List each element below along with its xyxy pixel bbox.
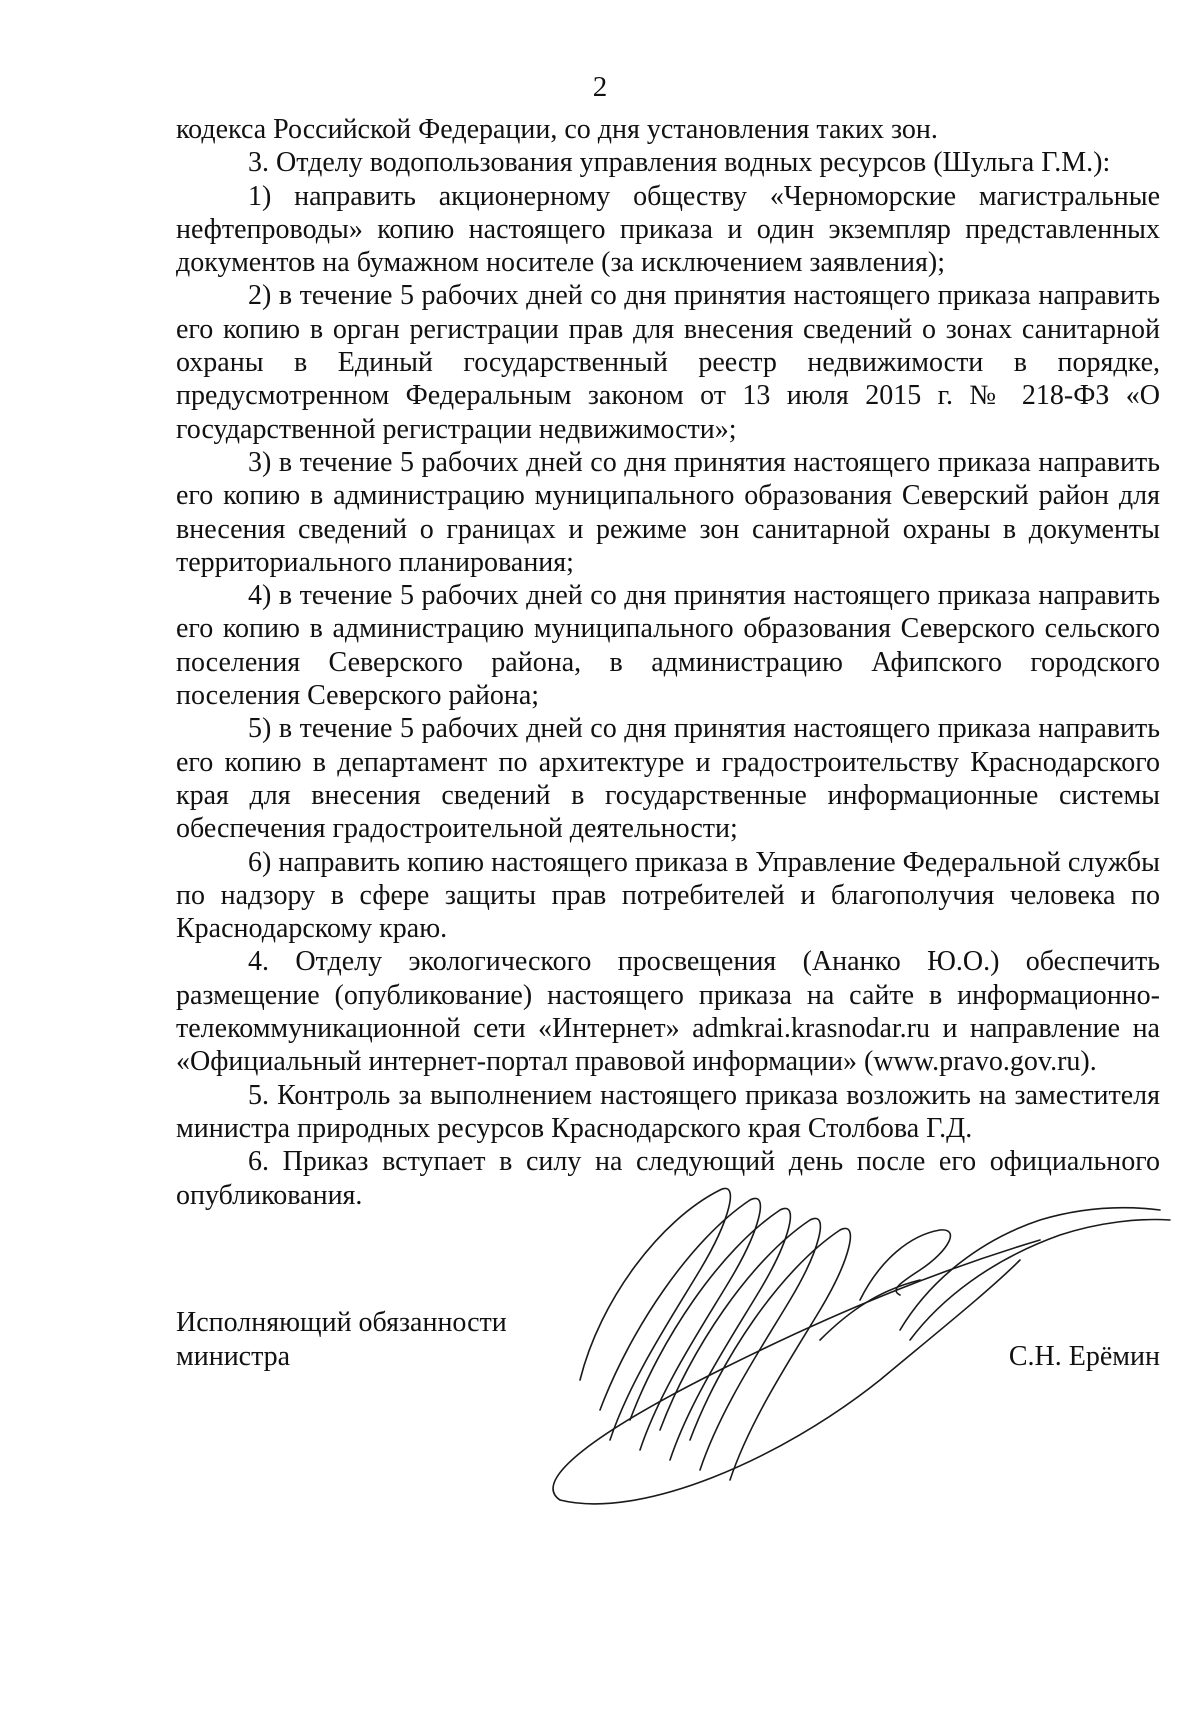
paragraph-9: 4. Отделу экологического просвещения (Ананко Ю.О.) обеспечить размещение (опубликование) настоящего приказа на сайте в информационно-телекоммуникационной сети «Интернет» admkrai.krasnodar.ru и направление на «Официальный интернет-портал правовой информации» (www.pravo.gov.ru). xyxy=(176,946,1160,1078)
paragraph-5: 3) в течение 5 рабочих дней со дня принятия настоящего приказа направить его копию в администрацию муниципального образования Северский район для внесения сведений о границах и режиме зон санитарной охраны в документы территориального планирования; xyxy=(176,446,1160,578)
page-number: 2 xyxy=(592,71,608,103)
signer-name: С.Н. Ерёмин xyxy=(1008,1341,1160,1372)
paragraph-6: 4) в течение 5 рабочих дней со дня принятия настоящего приказа направить его копию в администрацию муниципального образования Северского сельского поселения Северского района, в администрацию Афипского городского поселения Северского района; xyxy=(176,580,1160,712)
paragraph-10: 5. Контроль за выполнением настоящего приказа возложить на заместителя министра природных ресурсов Краснодарского края Столбова Г.Д. xyxy=(176,1079,1160,1144)
paragraph-7: 5) в течение 5 рабочих дней со дня принятия настоящего приказа направить его копию в департамент по архитектуре и градостроительству Краснодарского края для внесения сведений в государственные информационные системы обеспечения градостроительной деятельности; xyxy=(176,713,1160,845)
paragraph-8: 6) направить копию настоящего приказа в Управление Федеральной службы по надзору в сфере защиты прав потребителей и благополучия человека по Краснодарскому краю. xyxy=(176,846,1160,945)
signer-title-line-2: министра xyxy=(176,1341,291,1372)
paragraph-4: 2) в течение 5 рабочих дней со дня принятия настоящего приказа направить его копию в орган регистрации прав для внесения сведений о зонах санитарной охраны в Единый государственный реестр недвижимости в порядке, предусмотренном Федеральным законом от 13 июля 2015 г. № 218-ФЗ «О государственной регистрации недвижимости»; xyxy=(176,280,1160,445)
paragraph-11: 6. Приказ вступает в силу на следующий день после его официального опубликования. xyxy=(176,1146,1160,1211)
paragraph-3: 1) направить акционерному обществу «Черноморские магистральные нефтепроводы» копию настоящего приказа и один экземпляр представленных документов на бумажном носителе (за исключением заявления); xyxy=(176,180,1160,279)
paragraph-2: 3. Отделу водопользования управления водных ресурсов (Шульга Г.М.): xyxy=(248,147,1111,179)
document-body xyxy=(176,113,1160,1212)
signer-title xyxy=(176,1306,507,1374)
paragraph-1: кодекса Российской Федерации, со дня установления таких зон. xyxy=(176,114,938,145)
signer-title-line-1: Исполняющий обязанности xyxy=(176,1307,507,1338)
